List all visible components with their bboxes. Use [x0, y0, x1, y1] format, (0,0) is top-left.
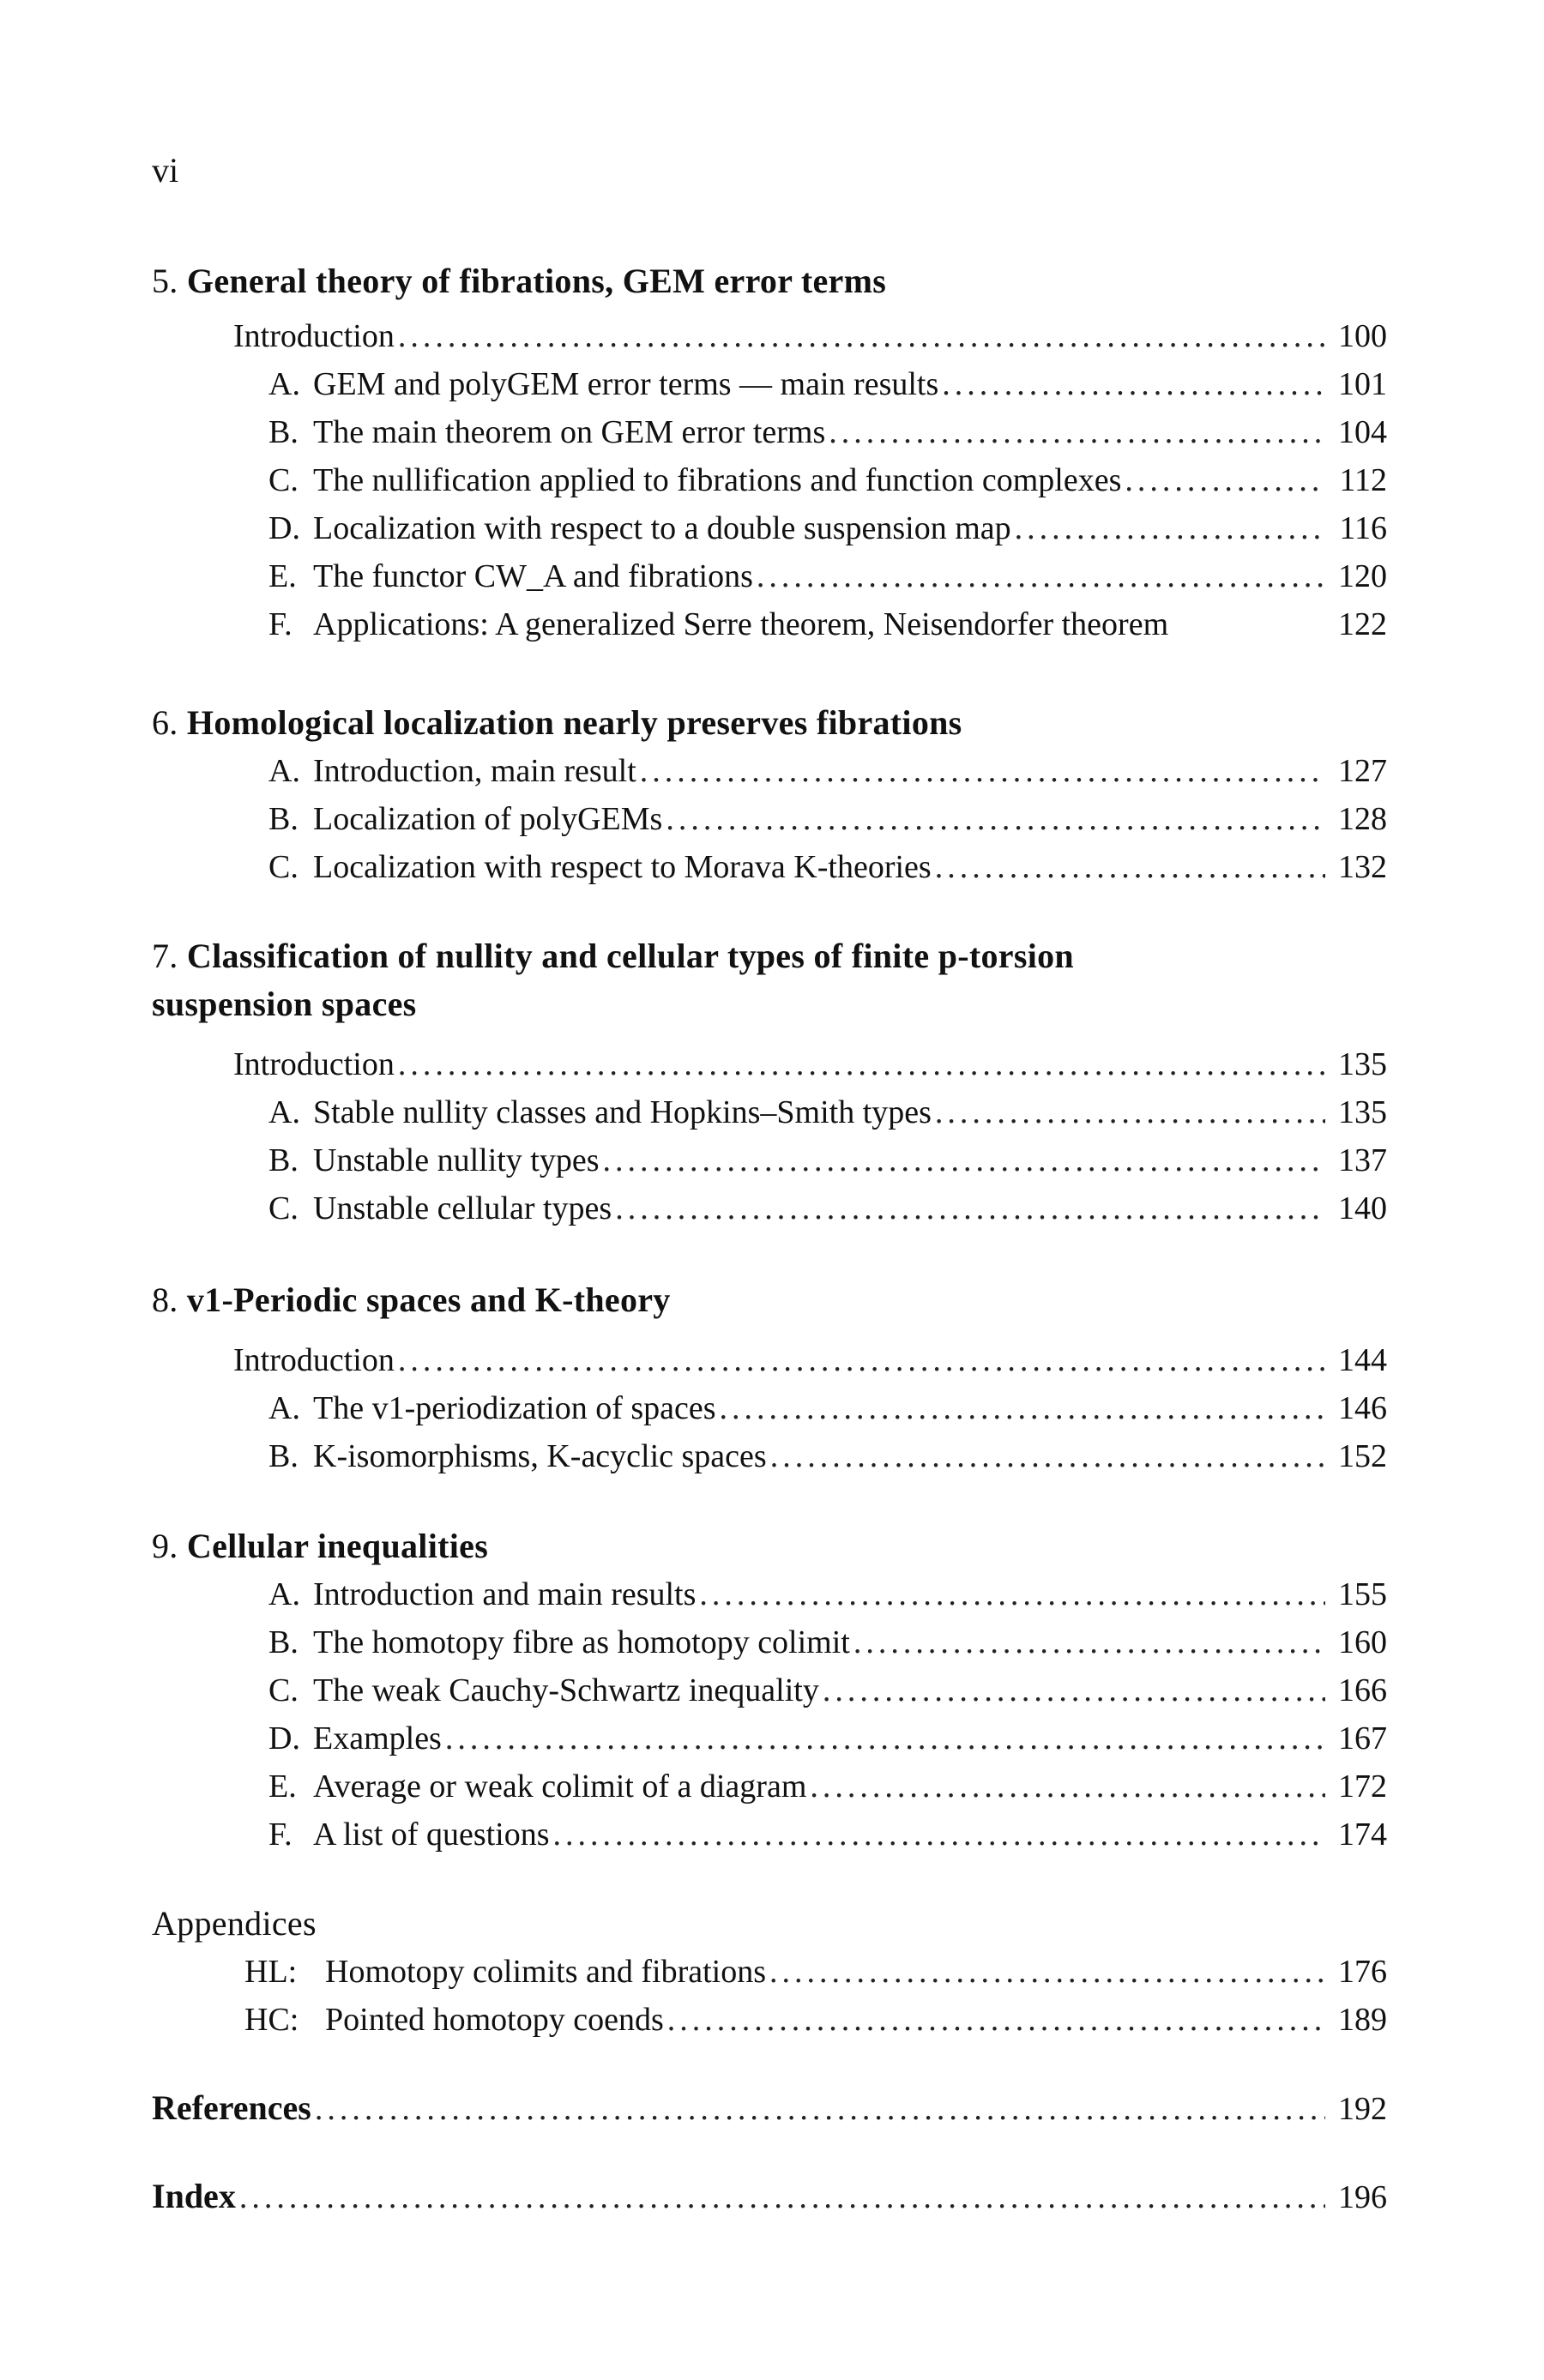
entry-page: 104 [1338, 414, 1387, 450]
entry-label [268, 1666, 819, 1714]
entry-page: 160 [1338, 1624, 1387, 1660]
chapter-5 [152, 257, 1387, 648]
entry-text: Homotopy colimits and fibrations [325, 1954, 767, 1990]
chapter-title [152, 257, 1387, 305]
entry-label: Introduction [233, 1046, 395, 1082]
entry-letter: B. [268, 414, 299, 450]
entry-letter: E. [268, 558, 297, 594]
dot-leader [553, 1811, 1325, 1859]
toc-entry[interactable] [152, 843, 1387, 891]
entry-text: The main theorem on GEM error terms [313, 414, 826, 450]
entry-letter: A. [268, 1390, 300, 1426]
dot-leader [823, 1666, 1325, 1714]
entry-text: Unstable nullity types [313, 1142, 600, 1178]
entry-page: 167 [1338, 1720, 1387, 1756]
entry-page: 135 [1338, 1046, 1387, 1082]
appendices-title: Appendices [152, 1904, 317, 1943]
chapter-number: 7. [152, 937, 178, 975]
entry-page: 137 [1338, 1142, 1387, 1178]
chapter-6 [152, 699, 1387, 891]
entry-text: Pointed homotopy coends [325, 2002, 664, 2038]
dot-leader [315, 2085, 1325, 2133]
dot-leader [1125, 456, 1325, 504]
entry-label [268, 552, 753, 600]
entry-text: The weak Cauchy-Schwartz inequality [313, 1672, 819, 1708]
entry-page: 189 [1338, 2002, 1387, 2038]
entry-label [268, 504, 1011, 552]
entry-label [268, 1714, 442, 1762]
entry-page: 122 [1338, 606, 1387, 642]
entry-text: The homotopy fibre as homotopy colimit [313, 1624, 850, 1660]
toc-entry[interactable] [152, 1088, 1387, 1136]
toc-entry[interactable] [152, 504, 1387, 552]
entry-page: 155 [1338, 1576, 1387, 1612]
entry-page: 127 [1338, 753, 1387, 789]
entry-label [268, 408, 825, 456]
entry-label: Introduction [233, 318, 395, 354]
entry-page: 176 [1338, 1954, 1387, 1990]
appendices [152, 1900, 1387, 2044]
dot-leader [398, 1336, 1325, 1384]
toc-entry-index[interactable] [152, 2172, 1387, 2220]
dot-leader [445, 1714, 1325, 1762]
dot-leader [853, 1618, 1325, 1666]
chapter-title [152, 1276, 1387, 1324]
dot-leader [667, 1996, 1325, 2044]
entry-page: 144 [1338, 1342, 1387, 1378]
entry-letter: B. [268, 1438, 299, 1474]
dot-leader [935, 843, 1325, 891]
toc-entry[interactable] [152, 1996, 1387, 2044]
toc-entry[interactable] [152, 1811, 1387, 1859]
entry-label [268, 1811, 550, 1859]
entry-label [268, 360, 938, 408]
entry-text: The v1-periodization of spaces [313, 1390, 716, 1426]
entry-label [268, 1184, 612, 1232]
entry-page: 128 [1338, 801, 1387, 837]
chapter-number: 8. [152, 1280, 178, 1319]
entry-page: 101 [1338, 366, 1387, 402]
entry-page: 140 [1338, 1190, 1387, 1226]
entry-letter: C. [268, 462, 299, 498]
chapter-entries [152, 1570, 1387, 1859]
chapter-title [152, 1522, 1387, 1570]
entry-page: 174 [1338, 1817, 1387, 1853]
entry-letter: B. [268, 1142, 299, 1178]
dot-leader [666, 795, 1325, 843]
chapter-entries [152, 747, 1387, 891]
entry-label [268, 1136, 600, 1184]
entry-text: Introduction and main results [313, 1576, 697, 1612]
toc-entry[interactable] [152, 456, 1387, 504]
entry-text: Localization with respect to Morava K-theories [313, 849, 932, 885]
toc-entry[interactable] [152, 1948, 1387, 1996]
chapter-entries [152, 1040, 1387, 1232]
entry-page: 135 [1338, 1094, 1387, 1130]
chapter-number: 5. [152, 262, 178, 300]
entry-letter: B. [268, 801, 299, 837]
toc-entry[interactable] [152, 408, 1387, 456]
toc-entry[interactable] [152, 1762, 1387, 1811]
chapter-number: 6. [152, 703, 178, 742]
entry-page: 100 [1338, 318, 1387, 354]
entry-page: 166 [1338, 1672, 1387, 1708]
entry-letter: A. [268, 1094, 300, 1130]
entry-label [268, 600, 1168, 648]
entry-label: Introduction [233, 1342, 395, 1378]
entry-label [268, 1618, 850, 1666]
entry-letter: D. [268, 1720, 300, 1756]
dot-leader [757, 552, 1325, 600]
dot-leader [603, 1136, 1325, 1184]
toc-entry-references[interactable] [152, 2084, 1387, 2132]
dot-leader [935, 1088, 1325, 1136]
entry-page: 116 [1339, 510, 1387, 546]
entry-label [268, 456, 1121, 504]
entry-page: 120 [1338, 558, 1387, 594]
references-section [152, 2084, 1387, 2132]
dot-leader [398, 312, 1325, 360]
entry-letter: D. [268, 510, 300, 546]
dot-leader [770, 1432, 1325, 1480]
toc-entry[interactable] [152, 1336, 1387, 1384]
toc-entry[interactable] [152, 1384, 1387, 1432]
entry-letter: F. [268, 1817, 293, 1853]
entry-letter: C. [268, 1190, 299, 1226]
entry-label [268, 1088, 932, 1136]
chapter-heading: General theory of fibrations, GEM error terms [186, 262, 887, 300]
dot-leader [615, 1184, 1325, 1232]
toc-entry[interactable] [152, 1136, 1387, 1184]
entry-letter: F. [268, 606, 293, 642]
toc-entry[interactable] [152, 747, 1387, 795]
toc-entry[interactable] [152, 360, 1387, 408]
entry-letter: B. [268, 1624, 299, 1660]
entry-label [268, 795, 662, 843]
entry-label [268, 1432, 767, 1480]
chapter-8 [152, 1276, 1387, 1480]
dot-leader [239, 2173, 1325, 2221]
dot-leader [640, 747, 1325, 795]
chapter-title [152, 932, 1387, 1028]
entry-text: Stable nullity classes and Hopkins–Smith types [313, 1094, 932, 1130]
toc-entry[interactable] [152, 1432, 1387, 1480]
entry-text: K-isomorphisms, K-acyclic spaces [313, 1438, 767, 1474]
entry-label [268, 843, 932, 891]
dot-leader [1015, 504, 1325, 552]
toc-entry[interactable] [152, 552, 1387, 600]
dot-leader [699, 1570, 1325, 1618]
toc-entry[interactable] [152, 1714, 1387, 1762]
entry-label: References [152, 2088, 311, 2127]
chapter-heading-line2: suspension spaces [152, 985, 417, 1023]
entry-label [268, 1384, 716, 1432]
entry-label: Index [152, 2177, 236, 2215]
entry-label [268, 1570, 696, 1618]
chapter-heading: Classification of nullity and cellular types of finite p-torsion [186, 937, 1074, 975]
dot-leader [398, 1040, 1325, 1088]
chapter-heading: Homological localization nearly preserves fibrations [186, 703, 962, 742]
dot-leader [720, 1384, 1325, 1432]
chapter-7 [152, 932, 1387, 1232]
chapter-entries [152, 1336, 1387, 1480]
toc-entry[interactable] [152, 600, 1387, 648]
dot-leader [829, 408, 1325, 456]
chapter-heading: v1-Periodic spaces and K-theory [186, 1280, 671, 1319]
entry-letter: C. [268, 1672, 299, 1708]
entry-label [244, 1948, 766, 1996]
entry-text: The functor CW_A and fibrations [313, 558, 753, 594]
toc-entry[interactable] [152, 1618, 1387, 1666]
toc-entry[interactable] [152, 1570, 1387, 1618]
chapter-title [152, 699, 1387, 747]
dot-leader [810, 1762, 1325, 1811]
entry-text: Localization with respect to a double suspension map [313, 510, 1011, 546]
toc-entry[interactable] [152, 1040, 1387, 1088]
chapter-number: 9. [152, 1527, 178, 1565]
entry-text: Average or weak colimit of a diagram [313, 1768, 807, 1805]
page-number: vi [152, 151, 179, 190]
chapter-heading: Cellular inequalities [186, 1527, 489, 1565]
entry-label [268, 1762, 806, 1811]
appendix-entries [152, 1948, 1387, 2044]
entry-letter: E. [268, 1768, 297, 1805]
chapter-entries [152, 312, 1387, 648]
entry-letter: C. [268, 849, 299, 885]
entry-page: 112 [1339, 462, 1387, 498]
entry-text: A list of questions [313, 1817, 550, 1853]
entry-letter: HC: [244, 2002, 299, 2038]
entry-label [268, 747, 636, 795]
entry-page: 196 [1338, 2179, 1387, 2215]
entry-letter: A. [268, 753, 300, 789]
entry-page: 146 [1338, 1390, 1387, 1426]
dot-leader [942, 360, 1325, 408]
entry-text: The nullification applied to fibrations and function complexes [313, 462, 1122, 498]
toc-entry[interactable] [152, 312, 1387, 360]
entry-letter: HL: [244, 1954, 298, 1990]
entry-page: 152 [1338, 1438, 1387, 1474]
toc-entry[interactable] [152, 1666, 1387, 1714]
entry-page: 172 [1338, 1768, 1387, 1805]
entry-text: Localization of polyGEMs [313, 801, 663, 837]
entry-text: GEM and polyGEM error terms — main results [313, 366, 939, 402]
dot-leader [769, 1948, 1325, 1996]
entry-letter: A. [268, 366, 300, 402]
entry-text: Applications: A generalized Serre theorem, Neisendorfer theorem [313, 606, 1169, 642]
entry-text: Unstable cellular types [313, 1190, 612, 1226]
entry-text: Introduction, main result [313, 753, 636, 789]
toc-entry[interactable] [152, 795, 1387, 843]
index-section [152, 2172, 1387, 2220]
entry-text: Examples [313, 1720, 442, 1756]
entry-page: 192 [1338, 2091, 1387, 2127]
entry-letter: A. [268, 1576, 300, 1612]
toc-entry[interactable] [152, 1184, 1387, 1232]
chapter-9 [152, 1522, 1387, 1859]
entry-label [244, 1996, 664, 2044]
entry-page: 132 [1338, 849, 1387, 885]
